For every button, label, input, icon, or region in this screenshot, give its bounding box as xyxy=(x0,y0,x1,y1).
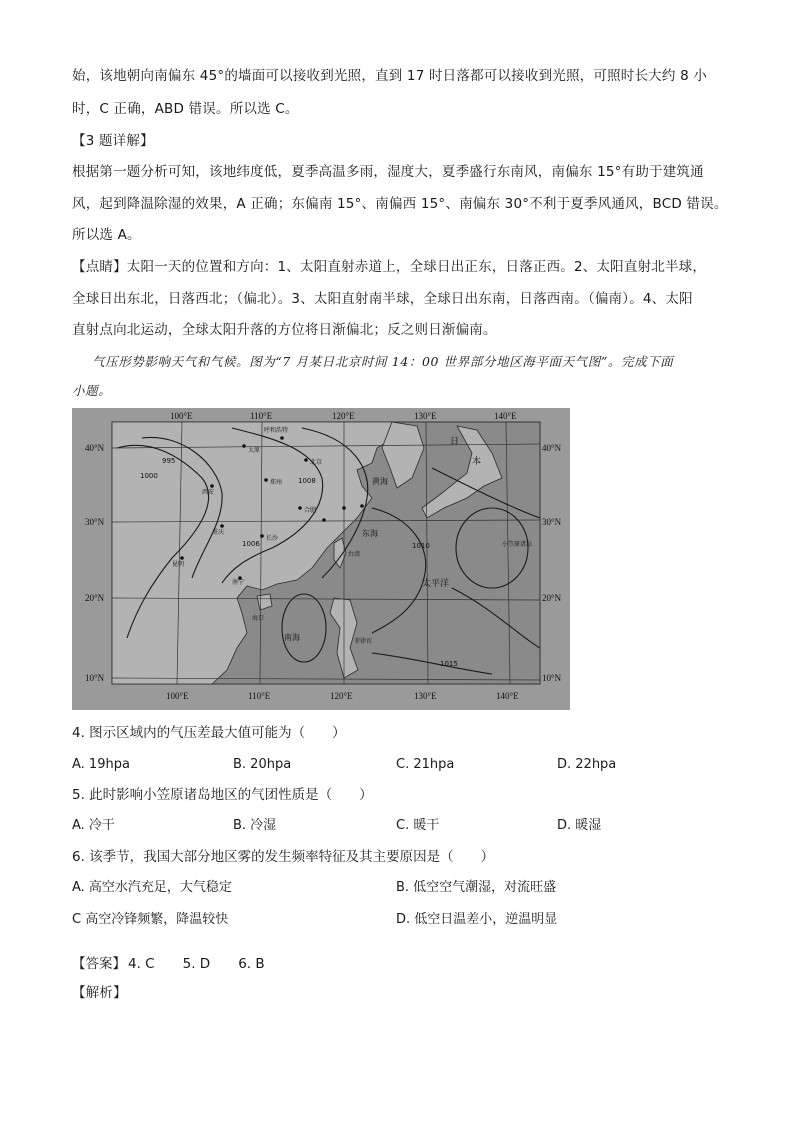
sea-label: 东海 xyxy=(362,529,378,538)
lon-label-bottom: 140°E xyxy=(496,691,519,701)
answer-label: 【答案】 xyxy=(72,956,126,972)
place-label: 太原 xyxy=(248,447,261,454)
place-label: 西安 xyxy=(202,489,215,496)
place-label: 北京 xyxy=(310,459,323,466)
place-label: 南宁 xyxy=(232,579,245,586)
sea-label: 本 xyxy=(472,457,482,467)
question-intro: 小题。 xyxy=(72,383,112,398)
place-label: 昆明 xyxy=(172,561,185,568)
question-6: 6. 该季节，我国大部分地区雾的发生频率特征及其主要原因是（ ） xyxy=(72,849,495,865)
lat-label-left: 40°N xyxy=(85,443,105,453)
option-5c: C. 暖干 xyxy=(396,818,440,833)
place-label: 重庆 xyxy=(212,529,225,536)
lat-label-left: 10°N xyxy=(85,673,105,683)
option-6a: A. 高空水汽充足，大气稳定 xyxy=(72,880,232,895)
paragraph-line: 根据第一题分析可知，该地纬度低，夏季高温多雨，湿度大，夏季盛行东南风，南偏东 15°有助于建筑通 xyxy=(72,164,704,180)
lon-label-top: 130°E xyxy=(414,411,437,421)
lat-label-left: 20°N xyxy=(85,593,105,603)
isobar-label: 1015 xyxy=(440,660,458,668)
option-5b: B. 冷湿 xyxy=(233,818,277,833)
lat-label-right: 20°N xyxy=(542,593,562,603)
place-label: 合肥 xyxy=(304,507,317,514)
option-4c: C. 21hpa xyxy=(396,757,455,772)
lon-label-top: 110°E xyxy=(250,411,273,421)
sea-label: 黄海 xyxy=(372,477,388,486)
lon-label-bottom: 130°E xyxy=(414,691,437,701)
sea-label: 日 xyxy=(450,437,460,447)
place-label: 台湾 xyxy=(348,551,361,558)
answer-5: 5. D xyxy=(182,956,211,972)
option-6d: D. 低空日温差小，逆温明显 xyxy=(396,912,558,927)
sea-label: 太平洋 xyxy=(422,579,450,589)
isobar-label: 1008 xyxy=(298,477,316,485)
place-label: 呼和浩特 xyxy=(264,427,289,434)
lon-label-top: 120°E xyxy=(332,411,355,421)
paragraph-line: 【点睛】太阳一天的位置和方向：1、太阳直射赤道上，全球日出正东，日落正西。2、太阳直射北半球， xyxy=(72,259,707,275)
lon-label-bottom: 100°E xyxy=(166,691,189,701)
option-4b: B. 20hpa xyxy=(233,757,292,772)
paragraph-line: 所以选 A。 xyxy=(72,227,141,243)
weather-map xyxy=(72,408,570,710)
paragraph-line: 始，该地朝向南偏东 45°的墙面可以接收到光照，直到 17 时日落都可以接收到光照，可照时长大约 8 小 xyxy=(72,68,708,84)
analysis-heading: 【解析】 xyxy=(72,985,127,1001)
paragraph-line: 风，起到降温除湿的效果，A 正确；东偏南 15°、南偏西 15°、南偏东 30°不利于夏季风通风，BCD 错误。 xyxy=(72,196,728,212)
lat-label-right: 30°N xyxy=(542,517,562,527)
answer-line xyxy=(72,952,265,972)
paragraph-line: 时，C 正确，ABD 错误。所以选 C。 xyxy=(72,101,299,117)
lat-label-left: 30°N xyxy=(85,517,105,527)
option-6c: C 高空冷锋频繁，降温较快 xyxy=(72,912,229,927)
isobar-label: 1006 xyxy=(242,540,260,548)
question-5: 5. 此时影响小笠原诸岛地区的气团性质是（ ） xyxy=(72,787,373,803)
lon-label-top: 100°E xyxy=(170,411,193,421)
question-intro: 气压形势影响天气和气候。图为“7 月某日北京时间 14：00 世界部分地区海平面天气图”。完成下面 xyxy=(92,354,674,369)
place-label: 郑州 xyxy=(270,479,283,486)
isobar-label: 1000 xyxy=(140,472,158,480)
section-heading: 【3 题详解】 xyxy=(72,133,154,149)
sea-label: 小笠原诸岛 xyxy=(502,541,533,548)
isobar-label: 1010 xyxy=(412,542,430,550)
lon-label-top: 140°E xyxy=(494,411,517,421)
place-label: 海口 xyxy=(252,615,265,622)
lat-label-right: 40°N xyxy=(542,443,562,453)
answer-4: 4. C xyxy=(128,956,155,972)
paragraph-line: 全球日出东北，日落西北；（偏北）。3、太阳直射南半球，全球日出东南，日落西南。（偏南）。4、太阳 xyxy=(72,291,693,307)
lat-label-right: 10°N xyxy=(542,673,562,683)
lon-label-bottom: 120°E xyxy=(330,691,353,701)
sea-label: 南海 xyxy=(284,633,300,642)
option-4d: D. 22hpa xyxy=(557,757,617,772)
lon-label-bottom: 110°E xyxy=(248,691,271,701)
option-5a: A. 冷干 xyxy=(72,818,115,833)
isobar-label: 995 xyxy=(162,457,176,465)
option-5d: D. 暖湿 xyxy=(557,818,602,833)
paragraph-line: 直射点向北运动，全球太阳升落的方位将日渐偏北；反之则日渐偏南。 xyxy=(72,322,497,338)
option-6b: B. 低空空气潮湿，对流旺盛 xyxy=(396,880,557,895)
place-label: 长沙 xyxy=(266,535,279,542)
question-4: 4. 图示区域内的气压差最大值可能为（ ） xyxy=(72,725,346,741)
place-label: 菲律宾 xyxy=(354,638,373,645)
answer-6: 6. B xyxy=(238,956,265,972)
option-4a: A. 19hpa xyxy=(72,757,130,772)
